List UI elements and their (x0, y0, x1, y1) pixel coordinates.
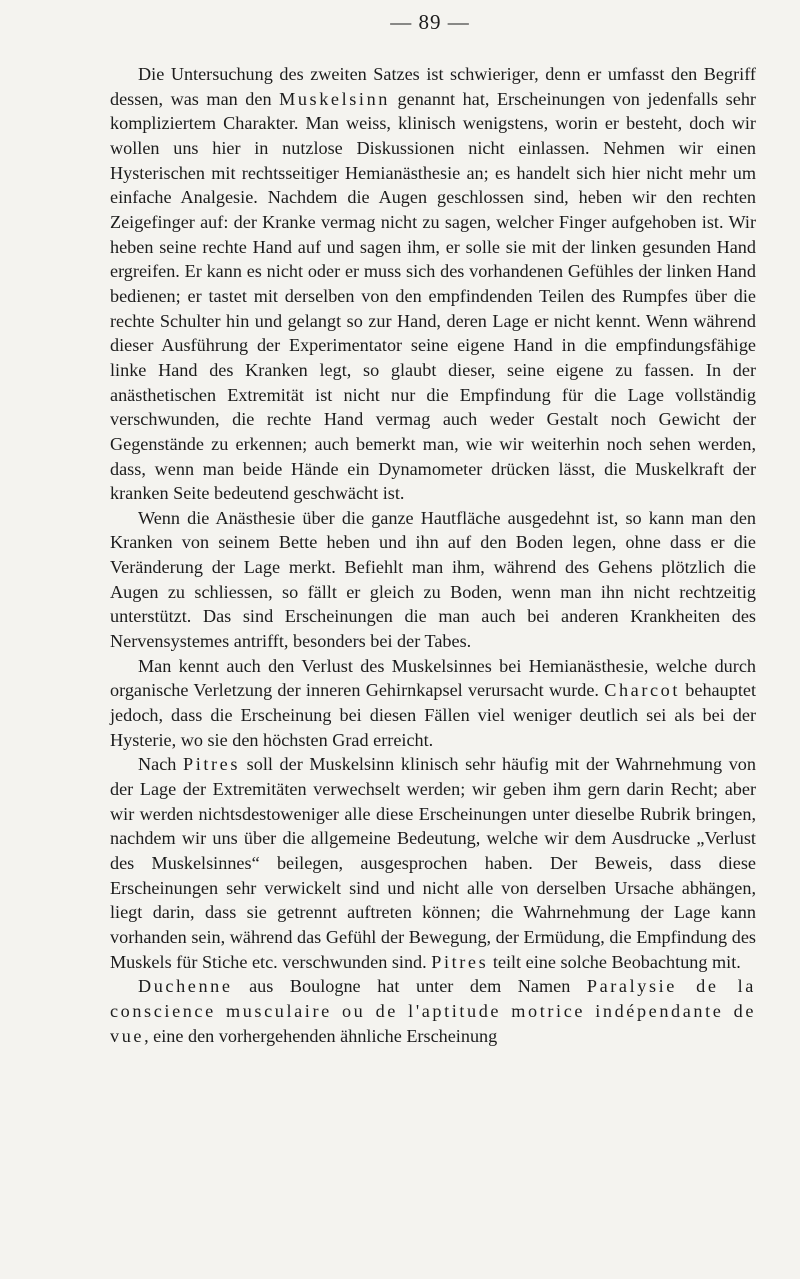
spaced-emphasis-text: Pitres (183, 754, 241, 775)
text-run: behauptet jedoch, dass die Erscheinung bei diesen Fällen viel weniger deutlich sei als bei der Hysterie, wo sie den höchsten Grad erreicht. (110, 680, 756, 750)
spaced-emphasis-text: Paralysie de la conscience musculaire ou de l'aptitude motrice indépendante de vue (110, 976, 756, 1046)
text-run: genannt hat, Erscheinungen von jedenfalls sehr kompliziertem Charakter. Man weiss, klinisch wenigstens, worin er besteht, doch wir wollen uns hier in nutzlose Diskussionen nicht einlassen. Nehmen wir einen Hysterischen mit rechtsseitiger Hemianästhesie an; es handelt sich hier nicht mehr um einfache Analgesie. Nachdem die Augen geschlossen sind, heben wir den rechten Zeigefinger auf: der Kranke vermag nicht zu sagen, welcher Finger aufgehoben ist. Wir heben seine rechte Hand auf und sagen ihm, er solle sie mit der linken gesunden Hand ergreifen. Er kann es nicht oder er muss sich des vorhandenen Gefühles der linken Hand bedienen; er tastet mit derselben von den empfindenden Teilen des Rumpfes über die rechte Schulter hin und gelangt so zur Hand, deren Lage er nicht kennt. Wenn während dieser Ausführung der Experimentator seine eigene Hand in die empfindungsfähige linke Hand des Kranken legt, so glaubt dieser, seine eigene zu fassen. In der anästhetischen Extremität ist nicht nur die Empfindung für die Lage vollständig verschwunden, die rechte Hand vermag auch weder Gestalt noch Gewicht der Gegenstände zu erkennen; auch bemerkt man, wie wir weiterhin noch sehen werden, dass, wenn man beide Hände ein Dynamometer drücken lässt, die Muskelkraft der kranken Seite bedeutend geschwächt ist. (110, 88, 756, 504)
text-run: Man kennt auch den Verlust des Muskelsinnes bei Hemianästhesie, welche durch organische Verletzung der inneren Gehirnkapsel verursacht wurde. (110, 655, 756, 701)
spaced-emphasis-text: Duchenne (138, 976, 233, 997)
page-number: — 89 — (390, 10, 470, 34)
spaced-emphasis-text: Pitres (431, 951, 489, 972)
text-run: , eine den vorhergehenden ähnliche Erscheinung (144, 1025, 498, 1046)
paragraph-3 (110, 654, 756, 753)
spaced-emphasis-text: Muskelsinn (279, 88, 390, 109)
text-run: teilt eine solche Beobachtung mit. (488, 951, 741, 972)
text-run: aus Boulogne hat unter dem Namen (232, 976, 587, 997)
spaced-emphasis-text: Charcot (604, 680, 681, 701)
text-run: Die Untersuchung des zweiten Satzes ist schwieriger, denn er umfasst den Begriff dessen, was man den (110, 64, 756, 109)
paragraph-1 (110, 62, 756, 506)
text-run: Wenn die Anästhesie über die ganze Hautfläche ausgedehnt ist, so kann man den Kranken von seinem Bette heben und ihn auf den Boden legen, ohne dass er die Veränderung der Lage merkt. Befiehlt man ihm, während des Gehens plötzlich die Augen zu schliessen, so fällt er gleich zu Boden, wenn man ihn nicht rechtzeitig unterstützt. Das sind Erscheinungen die man auch bei anderen Krankheiten des Nervensystemes antrifft, besonders bei der Tabes. (110, 507, 756, 652)
body-text (110, 62, 756, 1048)
paragraph-5 (110, 974, 756, 1048)
paragraph-2 (110, 506, 756, 654)
paragraph-4 (110, 752, 756, 974)
text-run: soll der Muskelsinn klinisch sehr häufig mit der Wahrnehmung von der Lage der Extremitäten verwechselt werden; wir geben ihm gern darin Recht; aber wir werden nichtsdestoweniger alle diese Erscheinungen unter dieselbe Rubrik bringen, nachdem wir uns über die allgemeine Bedeutung, welche wir dem Ausdrucke „Verlust des Muskelsinnes“ beilegen, ausgesprochen haben. Der Beweis, dass diese Erscheinungen sehr verwickelt sind und nicht alle von derselben Ursache abhängen, liegt darin, dass sie getrennt auftreten können; die Wahrnehmung der Lage kann vorhanden sein, während das Gefühl der Bewegung, der Ermüdung, die Empfindung des Muskels für Stiche etc. verschwunden sind. (110, 754, 756, 972)
text-run: Nach (138, 754, 183, 775)
